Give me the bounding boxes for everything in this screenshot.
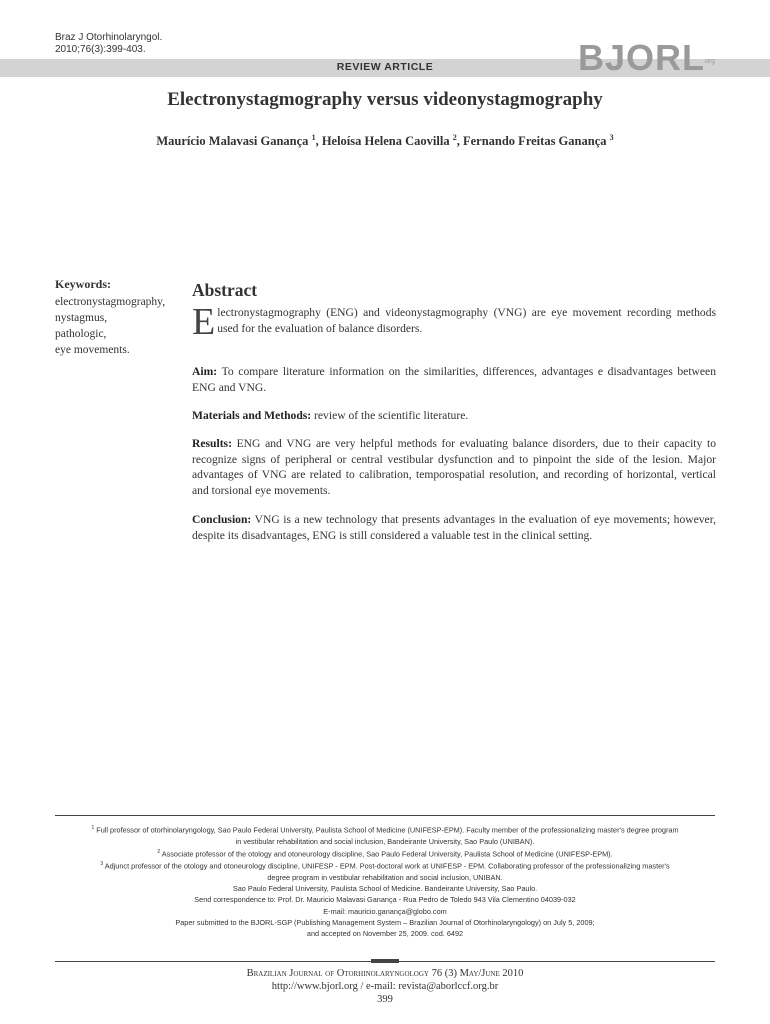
abstract-intro-text: lectronystagmography (ENG) and videonystagmography (VNG) are eye movement recording methods used for the evaluation of balance disorders. <box>217 306 716 335</box>
abstract-heading: Abstract <box>192 280 258 300</box>
email-note: E-mail: mauricio.ganança@globo.com <box>323 906 447 916</box>
author-list <box>0 133 770 149</box>
footnote-text: Full professor of otorhinolaryngology, Sao Paulo Federal University, Paulista School of Medicine (UNIFESP-EPM). Faculty member of the professionalizing master's degree program <box>94 825 679 835</box>
abstract-conclusion <box>192 512 716 543</box>
page-marker <box>371 959 399 963</box>
section-label: REVIEW ARTICLE <box>336 61 434 73</box>
journal-footer <box>0 967 770 1006</box>
author-separator: , <box>315 134 322 149</box>
keywords-list <box>55 294 165 358</box>
footnote-3 <box>0 859 770 872</box>
journal-issue: Brazilian Journal of Otorhinolaryngology 76 (3) May/June 2010 <box>246 968 524 979</box>
citation-line-2: 2010;76(3):399-403. <box>55 44 146 55</box>
footnote-text: Associate professor of the otology and otoneurology discipline, Sao Paulo Federal University, Paulista School of Medicine (UNIFESP-EPM). <box>160 849 613 859</box>
footnote-divider <box>55 815 715 816</box>
author-name: Fernando Freitas Ganança <box>462 134 607 149</box>
abstract-methods <box>192 408 716 424</box>
footnote-number: 3 <box>100 861 104 868</box>
journal-links: http://www.bjorl.org / e-mail: revista@aborlccf.org.br <box>271 981 499 992</box>
author-affiliation: 3 <box>609 133 614 142</box>
abstract-results <box>192 436 716 498</box>
article-title: Electronystagmography versus videonystagmography <box>167 89 603 110</box>
author-affiliation: 1 <box>311 133 316 142</box>
footnote-number: 2 <box>157 848 161 855</box>
footnote-1-cont: in vestibular rehabilitation and social inclusion, Bandeirante University, Sao Paulo (UNIBAN). <box>235 836 535 846</box>
footnote-number: 1 <box>91 825 95 831</box>
methods-text: review of the scientific literature. <box>311 409 469 422</box>
citation-line-1: Braz J Otorhinolaryngol. <box>55 32 163 43</box>
submission-note: Paper submitted to the BJORL-SGP (Publishing Management System – Brazilian Journal of Otorhinolaryngology) on July 5, 2009; <box>175 917 595 927</box>
results-text: ENG and VNG are very helpful methods for evaluating balance disorders, due to their capacity to recognize signs of peripheral or central vestibular dysfunction and to pinpoint the side of the lesion. Major advantages of VNG are related to calibration, temporospatial resolution, and recording of horizontal, vertical and torsional eye movements. <box>192 437 716 497</box>
footnote-2 <box>0 847 770 860</box>
correspondence-note: Send correspondence to: Prof. Dr. Mauricio Malavasi Ganança - Rua Pedro de Toledo 943 Vila Clementino 04039-032 <box>194 895 576 905</box>
author-separator: , <box>456 134 463 149</box>
acceptance-note: and accepted on November 25, 2009. cod. 6492 <box>306 929 464 939</box>
author-affiliation: 2 <box>452 133 457 142</box>
keyword-item: eye movements. <box>55 344 130 356</box>
keyword-item: pathologic, <box>55 328 107 340</box>
drop-cap: E <box>192 301 216 343</box>
methods-label: Materials and Methods: <box>192 409 312 422</box>
results-label: Results: <box>192 437 232 450</box>
institution-note: Sao Paulo Federal University, Paulista School of Medicine. Bandeirante University, Sao Paulo. <box>232 884 538 894</box>
author-name: Heloísa Helena Caovilla <box>321 134 450 149</box>
conclusion-label: Conclusion: <box>192 513 252 526</box>
conclusion-text: VNG is a new technology that presents advantages in the evaluation of eye movements; however, despite its disadvantages, ENG is still considered a valuable test in the clinical setting. <box>192 513 716 542</box>
keyword-item: nystagmus, <box>55 312 108 324</box>
footnote-1 <box>0 823 770 836</box>
footnote-text: Adjunct professor of the otology and otoneurology discipline, UNIFESP - EPM. Post-doctoral work at UNIFESP - EPM. Collaborating professor of the professionalizing master's <box>103 861 670 871</box>
keywords-heading: Keywords: <box>55 277 111 291</box>
page-number: 399 <box>377 994 393 1005</box>
abstract-intro <box>192 301 716 343</box>
abstract-aim <box>192 364 716 395</box>
aim-label: Aim: <box>192 365 218 378</box>
keyword-item: electronystagmography, <box>55 296 166 308</box>
author-name: Maurício Malavasi Ganança <box>156 134 309 149</box>
bjorl-logo: BJORL <box>578 37 706 78</box>
aim-text: To compare literature information on the similarities, differences, advantages e disadvantages between ENG and VNG. <box>192 365 716 394</box>
bjorl-logo-suffix: .org <box>703 58 716 65</box>
journal-citation <box>55 32 162 56</box>
footnote-3-cont: degree program in vestibular rehabilitation and social inclusion, UNIBAN. <box>267 873 503 883</box>
footnotes <box>0 823 770 939</box>
